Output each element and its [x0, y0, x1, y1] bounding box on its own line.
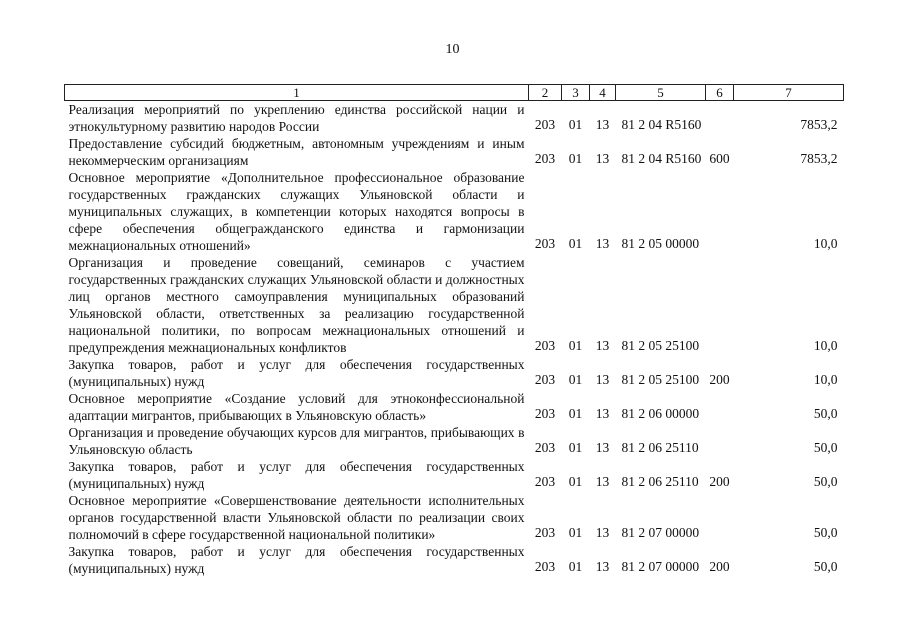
row-col-7: 50,0: [813, 559, 838, 574]
page-number: 10: [445, 42, 460, 57]
row-col-5: 81 2 04 R5160: [621, 151, 702, 166]
table-row: [65, 254, 844, 356]
row-col-2: 203: [534, 338, 556, 353]
row-col-6: [706, 169, 734, 254]
row-col-5: 81 2 07 00000: [621, 525, 700, 540]
row-col-2: 203: [534, 151, 556, 166]
table-row: [65, 169, 844, 254]
row-col-3: 01: [568, 525, 583, 540]
row-col-2: 203: [534, 236, 556, 251]
row-col-6: [706, 101, 734, 136]
row-col-5: 81 2 06 25110: [621, 440, 699, 455]
row-col-5: 81 2 05 25100: [621, 372, 700, 387]
table-row: [65, 543, 844, 577]
row-col-2: 203: [534, 406, 556, 421]
row-col-2: 203: [534, 440, 556, 455]
row-col-4: 13: [595, 559, 610, 574]
header-col-2: 2: [529, 85, 562, 101]
table-row: [65, 390, 844, 424]
row-col-3: 01: [568, 151, 583, 166]
row-col-5: 81 2 06 00000: [621, 406, 700, 421]
row-description: Основное мероприятие «Совершенствование деятельности исполнительных органов государственной власти Ульяновской области по реализации своих полномочий в сфере государственной национальной политики»: [68, 493, 525, 542]
table-row: [65, 492, 844, 543]
row-col-4: 13: [595, 151, 610, 166]
header-col-3: 3: [562, 85, 590, 101]
row-description: Реализация мероприятий по укреплению единства российской нации и этнокультурному развитию народов России: [68, 102, 525, 134]
row-description: Организация и проведение обучающих курсов для мигрантов, прибывающих в Ульяновскую область: [68, 425, 525, 457]
row-col-3: 01: [568, 474, 583, 489]
row-col-3: 01: [568, 440, 583, 455]
header-col-5: 5: [616, 85, 706, 101]
row-col-5: 81 2 06 25110: [621, 474, 699, 489]
row-description: Закупка товаров, работ и услуг для обеспечения государственных (муниципальных) нужд: [68, 459, 525, 491]
row-description: Основное мероприятие «Создание условий для этноконфессиональной адаптации мигрантов, прибывающих в Ульяновскую область»: [68, 391, 525, 423]
row-col-4: 13: [595, 236, 610, 251]
row-col-4: 13: [595, 406, 610, 421]
row-col-2: 203: [534, 474, 556, 489]
row-col-5: 81 2 05 25100: [621, 338, 700, 353]
row-col-7: 7853,2: [800, 117, 838, 132]
row-col-3: 01: [568, 117, 583, 132]
row-col-2: 203: [534, 372, 556, 387]
row-col-7: 50,0: [813, 440, 838, 455]
row-description: Закупка товаров, работ и услуг для обеспечения государственных (муниципальных) нужд: [68, 357, 525, 389]
row-col-4: 13: [595, 525, 610, 540]
row-col-6: 200: [709, 372, 730, 387]
table-row: [65, 356, 844, 390]
row-col-3: 01: [568, 372, 583, 387]
row-col-7: 50,0: [813, 406, 838, 421]
row-col-3: 01: [568, 338, 583, 353]
row-col-7: 50,0: [813, 474, 838, 489]
header-col-7: 7: [734, 85, 844, 101]
row-col-6: [706, 390, 734, 424]
row-col-4: 13: [595, 474, 610, 489]
row-col-2: 203: [534, 117, 556, 132]
row-col-3: 01: [568, 406, 583, 421]
row-col-4: 13: [595, 372, 610, 387]
row-col-7: 7853,2: [800, 151, 838, 166]
budget-table: [64, 84, 844, 577]
row-description: Закупка товаров, работ и услуг для обеспечения государственных (муниципальных) нужд: [68, 544, 525, 576]
row-col-6: [706, 254, 734, 356]
row-col-6: 600: [709, 151, 730, 166]
row-description: Организация и проведение совещаний, семинаров с участием государственных гражданских служащих Ульяновской области и должностных лиц органов местного самоуправления муниципальных образований Ульяновской области, ответственных за реализацию государственной национальной политики, по вопросам межнациональных отношений и предупреждения межнациональных конфликтов: [68, 255, 525, 355]
row-col-6: [706, 424, 734, 458]
table-row: [65, 424, 844, 458]
row-col-4: 13: [595, 440, 610, 455]
row-col-4: 13: [595, 117, 610, 132]
row-col-6: 200: [709, 559, 730, 574]
table-row: [65, 135, 844, 169]
row-col-7: 10,0: [813, 236, 838, 251]
header-col-4: 4: [590, 85, 616, 101]
row-col-7: 10,0: [813, 372, 838, 387]
row-col-5: 81 2 04 R5160: [621, 117, 702, 132]
row-col-5: 81 2 07 00000: [621, 559, 700, 574]
row-col-2: 203: [534, 525, 556, 540]
row-col-6: 200: [709, 474, 730, 489]
table-row: [65, 101, 844, 136]
row-col-5: 81 2 05 00000: [621, 236, 700, 251]
row-description: Основное мероприятие «Дополнительное профессиональное образование государственных гражданских служащих Ульяновской области и муниципальных служащих, в компетенции которых находятся вопросы в сфере обеспечения общегражданского единства и гармонизации межнациональных отношений»: [68, 170, 525, 253]
row-col-3: 01: [568, 559, 583, 574]
row-col-3: 01: [568, 236, 583, 251]
row-col-7: 50,0: [813, 525, 838, 540]
row-col-2: 203: [534, 559, 556, 574]
row-col-4: 13: [595, 338, 610, 353]
table-row: [65, 458, 844, 492]
header-col-6: 6: [706, 85, 734, 101]
header-row: [65, 85, 844, 101]
row-col-7: 10,0: [813, 338, 838, 353]
row-description: Предоставление субсидий бюджетным, автономным учреждениям и иным некоммерческим организациям: [68, 136, 525, 168]
header-col-1: 1: [65, 85, 529, 101]
row-col-6: [706, 492, 734, 543]
